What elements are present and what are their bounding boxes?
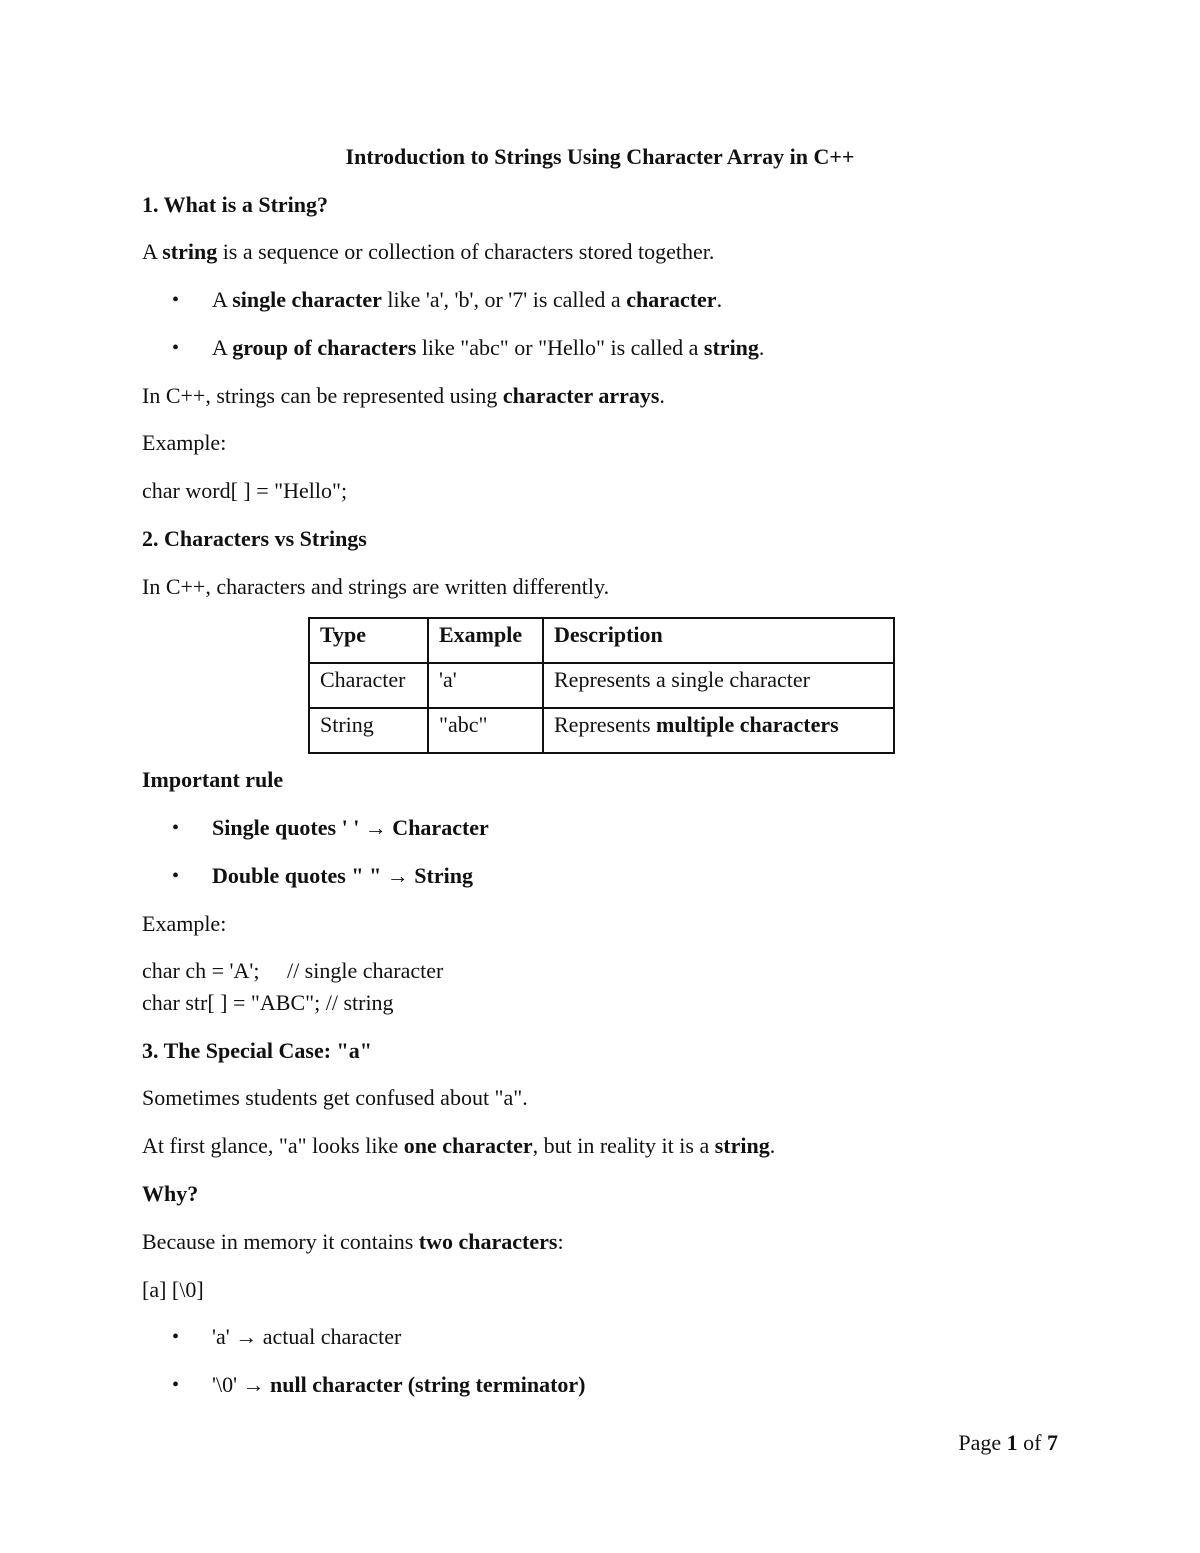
text-run: In C++, strings can be represented using	[142, 383, 503, 408]
bullet-icon: •	[172, 1326, 180, 1348]
text-run: .	[769, 1133, 776, 1158]
section-1-example-label: Example:	[142, 430, 227, 455]
table-header-cell: Description	[543, 618, 894, 663]
bold-run: two characters	[418, 1229, 558, 1254]
section-1-heading: 1. What is a String?	[142, 192, 329, 217]
text-run: Because in memory it contains	[142, 1229, 419, 1254]
text-run: Represents	[554, 712, 657, 737]
table-cell-type: String	[309, 708, 428, 753]
code-line: char ch = 'A'; // single character	[142, 958, 444, 983]
text-run: 'a' → actual character	[212, 1324, 402, 1349]
text-run: A	[212, 287, 233, 312]
section-3-bullet-2	[212, 1371, 586, 1399]
bold-run: 1	[1006, 1430, 1018, 1455]
bold-run: character	[626, 287, 717, 312]
text-run: At first glance, "a" looks like	[142, 1133, 404, 1158]
table-header-cell: Example	[428, 618, 543, 663]
text-run: .	[659, 383, 665, 408]
bold-run: character arrays	[502, 383, 660, 408]
text-run: :	[557, 1229, 564, 1254]
text-run: is a sequence or collection of characters stored together.	[217, 239, 715, 264]
bullet-icon: •	[172, 337, 180, 359]
section-2-example-label: Example:	[142, 911, 227, 936]
text-run: like "abc" or "Hello" is called a	[416, 335, 704, 360]
text-run: A	[212, 335, 233, 360]
section-3-memory	[142, 1228, 564, 1256]
bullet-icon: •	[172, 289, 180, 311]
bullet-icon: •	[172, 1374, 180, 1396]
table-cell-description	[543, 663, 894, 708]
memory-cells: [a] [\0]	[142, 1277, 204, 1302]
bold-run: string	[703, 335, 759, 360]
bullet-icon: •	[172, 817, 180, 839]
table-row	[309, 663, 894, 708]
rule-bullet-double: Double quotes " " → String	[212, 863, 473, 888]
bold-run: string	[162, 239, 218, 264]
bold-run: single character	[232, 287, 382, 312]
bold-run: null character (string terminator)	[270, 1372, 586, 1397]
text-run: , but in reality it is a	[532, 1133, 715, 1158]
types-table	[308, 617, 895, 754]
section-2-intro: In C++, characters and strings are written differently.	[142, 574, 610, 599]
bold-run: group of characters	[232, 335, 417, 360]
section-3-heading: 3. The Special Case: "a"	[142, 1038, 372, 1063]
section-2-heading: 2. Characters vs Strings	[142, 526, 367, 551]
text-run: Page	[958, 1430, 1007, 1455]
bold-run: 7	[1047, 1430, 1058, 1455]
section-1-representation	[142, 382, 665, 410]
bold-run: one character	[403, 1133, 533, 1158]
table-cell-example: 'a'	[428, 663, 543, 708]
text-run: of	[1017, 1430, 1047, 1455]
table-row	[309, 708, 894, 753]
section-1-example-code: char word[ ] = "Hello";	[142, 478, 348, 503]
rule-bullet-single: Single quotes ' ' → Character	[212, 815, 489, 840]
code-line: char str[ ] = "ABC"; // string	[142, 990, 394, 1015]
table-cell-type: Character	[309, 663, 428, 708]
text-run: like 'a', 'b', or '7' is called a	[381, 287, 627, 312]
table-cell-description	[543, 708, 894, 753]
page-number	[958, 1429, 1058, 1457]
text-run: Represents a single character	[554, 667, 810, 692]
text-run: .	[758, 335, 765, 360]
bold-run: multiple characters	[656, 712, 839, 737]
text-run: .	[716, 287, 723, 312]
section-1-bullet-1	[212, 286, 722, 314]
bold-run: string	[714, 1133, 770, 1158]
section-1-bullet-2	[212, 334, 764, 362]
table-header-cell: Type	[309, 618, 428, 663]
section-3-bullet-1	[212, 1323, 401, 1351]
text-run: A	[142, 239, 163, 264]
table-cell-example: "abc"	[428, 708, 543, 753]
document-title: Introduction to Strings Using Character Array in C++	[345, 144, 855, 169]
section-3-glance	[142, 1132, 775, 1160]
bullet-icon: •	[172, 865, 180, 887]
section-3-confused: Sometimes students get confused about "a".	[142, 1085, 528, 1110]
section-1-intro	[142, 238, 714, 266]
important-rule-heading: Important rule	[142, 767, 284, 792]
section-3-why: Why?	[142, 1181, 199, 1206]
table-header-row	[309, 618, 894, 663]
text-run: '\0' →	[212, 1372, 271, 1397]
